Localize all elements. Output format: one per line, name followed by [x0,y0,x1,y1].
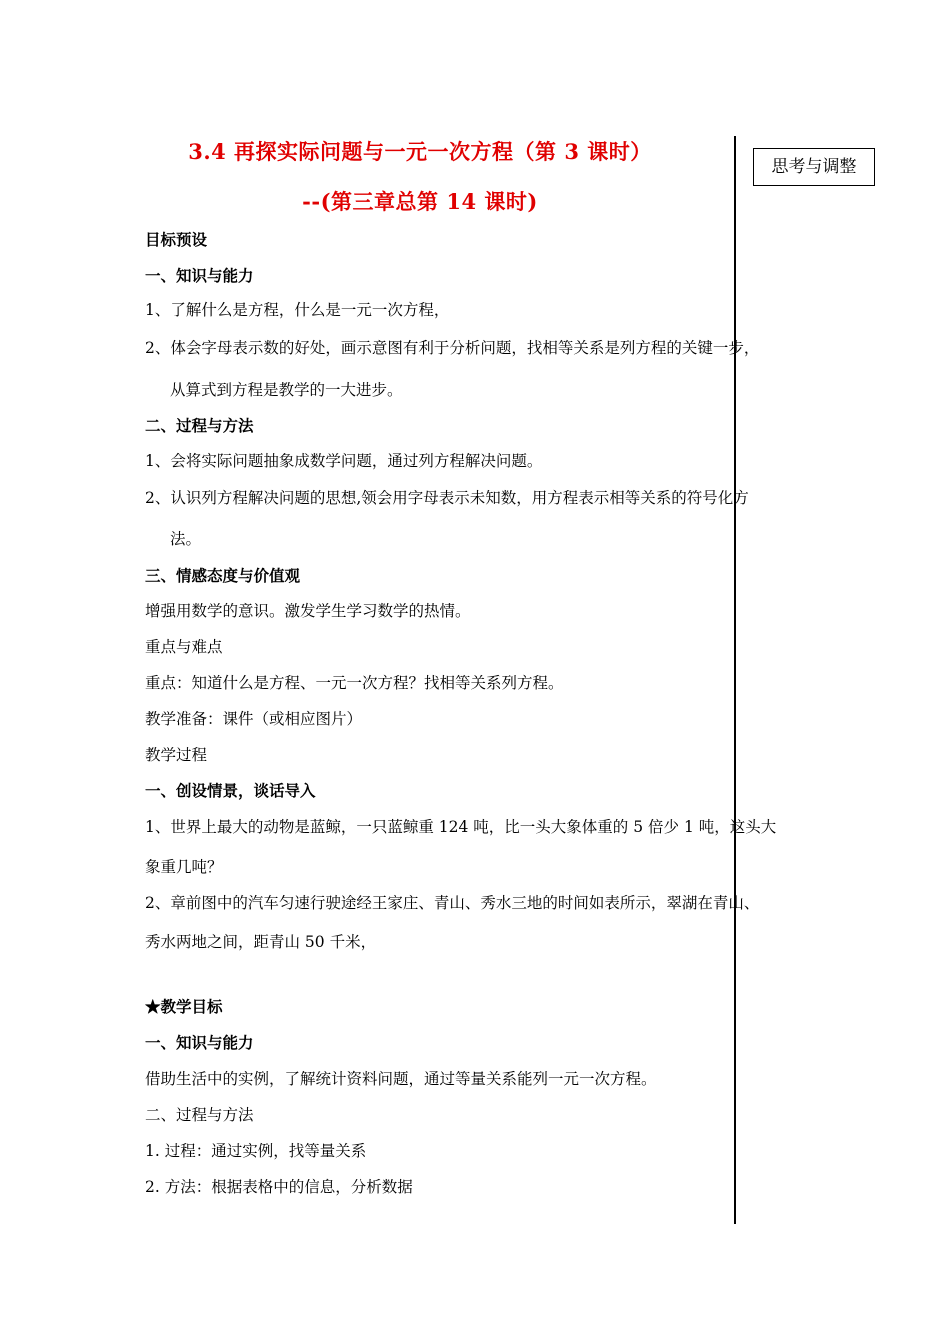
section-heading: 三、情感态度与价值观 [145,566,301,585]
body-line: 从算式到方程是教学的一大进步。 [170,381,403,399]
margin-divider [734,136,736,1224]
section-heading: 一、创设情景，谈话导入 [145,781,316,800]
body-line: 二、过程与方法 [145,1106,254,1124]
section-heading: ★教学目标 [145,997,223,1016]
body-line: 重点与难点 [145,638,223,656]
body-line: 1、了解什么是方程，什么是一元一次方程， [145,301,450,319]
section-heading: 二、过程与方法 [145,416,254,435]
section-heading: 一、知识与能力 [145,266,254,285]
body-line: 重点：知道什么是方程、一元一次方程？找相等关系列方程。 [145,674,564,692]
body-line: 2. 方法：根据表格中的信息，分析数据 [145,1178,413,1196]
body-line: 1. 过程：通过实例，找等量关系 [145,1142,367,1160]
body-line: 教学准备：课件（或相应图片） [145,710,363,728]
reflection-box: 思考与调整 [753,148,875,186]
body-line: 2、体会字母表示数的好处，画示意图有利于分析问题，找相等关系是列方程的关键一步， [145,339,760,357]
section-heading: 目标预设 [145,230,208,249]
body-line: 1、会将实际问题抽象成数学问题，通过列方程解决问题。 [145,452,543,470]
lesson-subtitle: --(第三章总第 14 课时) [302,189,538,214]
body-line: 增强用数学的意识。激发学生学习数学的热情。 [145,602,471,620]
body-line: 秀水两地之间，距青山 50 千米， [145,933,377,951]
body-line: 教学过程 [145,746,208,764]
body-line: 1、世界上最大的动物是蓝鲸，一只蓝鲸重 124 吨，比一头大象体重的 5 倍少 1 吨，这头大 [145,818,777,836]
lesson-title: 3.4 再探实际问题与一元一次方程（第 3 课时） [188,139,652,164]
section-heading: 一、知识与能力 [145,1033,254,1052]
body-line: 象重几吨？ [145,858,223,876]
body-line: 2、章前图中的汽车匀速行驶途经王家庄、青山、秀水三地的时间如表所示，翠湖在青山、 [145,894,760,912]
body-line: 法。 [170,530,202,548]
body-line: 2、认识列方程解决问题的思想,领会用字母表示未知数，用方程表示相等关系的符号化方 [145,489,749,507]
body-line: 借助生活中的实例，了解统计资料问题，通过等量关系能列一元一次方程。 [145,1070,657,1088]
